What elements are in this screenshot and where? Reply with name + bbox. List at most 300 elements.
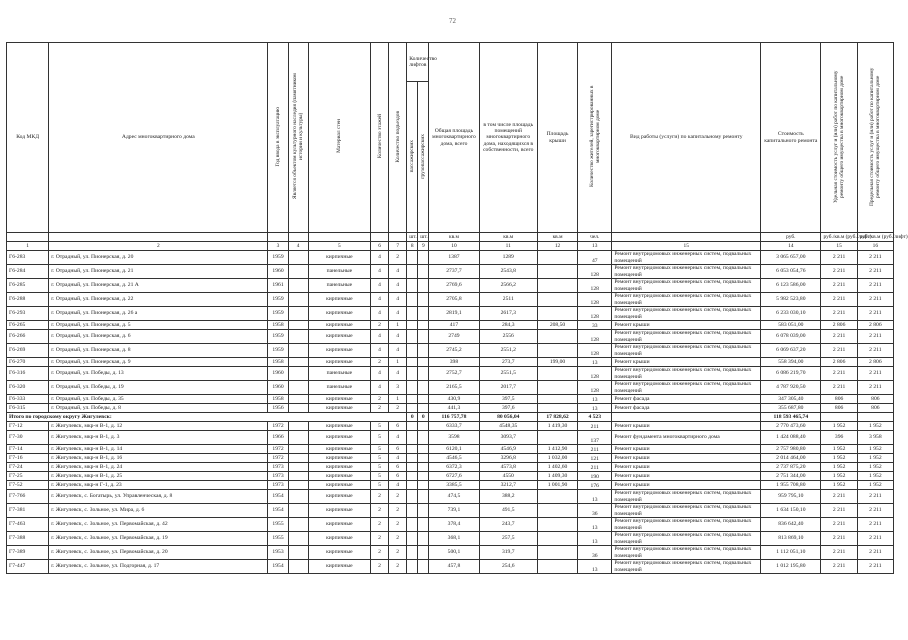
cell-address: г. Жигулевск, с. Зольное, ул. Первомайская, д. 20 [49, 546, 268, 560]
cell-cost: 6 086 219,70 [761, 367, 821, 381]
cell-lp [407, 445, 418, 454]
cell-people: 13 [578, 404, 612, 413]
cell-floors: 4 [371, 307, 389, 321]
cell-entr: 4 [389, 431, 407, 445]
index-cell: 8 [407, 242, 418, 251]
cell-lp [407, 395, 418, 404]
cell-people: 176 [578, 481, 612, 490]
cell-floors: 5 [371, 422, 389, 431]
cell-people: 13 [578, 358, 612, 367]
unit-cell: кв.м [429, 233, 479, 242]
cell-address: г. Жигулевск, мкр-н В-1, д. 16 [49, 454, 268, 463]
col-area-total: Общая площадь многоквартирного дома, всего [429, 43, 479, 233]
cell-max: 1 952 [857, 454, 893, 463]
cell-max: 2 211 [857, 307, 893, 321]
cell-roof: 1 032,00 [537, 454, 577, 463]
cell-walls: кирпичные [308, 454, 370, 463]
cell-year: 1955 [268, 532, 288, 546]
cell-entr: 1 [389, 395, 407, 404]
cell-heritage [288, 454, 308, 463]
cell-max: 3 958 [857, 431, 893, 445]
cell-max: 2 211 [857, 546, 893, 560]
table-row [7, 454, 894, 463]
cell-area: 2752,7 [429, 367, 479, 381]
cell-work: Ремонт крыши [612, 472, 761, 481]
cell-cost: 959 795,10 [761, 490, 821, 504]
cell-entr: 2 [389, 546, 407, 560]
cell-year: 1956 [268, 404, 288, 413]
col-area-residential: в том числе площадь помещений многоквартирного дома, находящихся в собственности, всего [479, 43, 537, 233]
cell-unit: 1 952 [821, 472, 857, 481]
cell-cost: 6 053 054,76 [761, 265, 821, 279]
cell-code: Г7-447 [7, 560, 49, 574]
cell-max: 806 [857, 395, 893, 404]
cell-heritage [288, 381, 308, 395]
cell-people: 137 [578, 431, 612, 445]
cell-cost: 1 012 195,80 [761, 560, 821, 574]
cell-floors: 4 [371, 344, 389, 358]
cell-people: 47 [578, 251, 612, 265]
cell-entr: 4 [389, 344, 407, 358]
index-cell: 3 [268, 242, 288, 251]
cell-year: 1954 [268, 504, 288, 518]
cell-people: 128 [578, 367, 612, 381]
cell-roof [537, 504, 577, 518]
cell-people: 128 [578, 381, 612, 395]
cell-address: г. Жигулевск, с. Богатырь, ул. Управленческая, д. 8 [49, 490, 268, 504]
index-cell: 6 [371, 242, 389, 251]
col-lifts-cargo: грузопассажирских [418, 82, 429, 233]
cell-people: 211 [578, 422, 612, 431]
cell-res-area: 4550 [479, 472, 537, 481]
cell-code: Г7-30 [7, 431, 49, 445]
index-cell: 11 [479, 242, 537, 251]
cell-address: г. Отрадный, ул. Пионерская, д. 21 А [49, 279, 268, 293]
cell-max: 2 211 [857, 490, 893, 504]
cell-res-area: 397,5 [479, 395, 537, 404]
col-entrances: Количество подъездов [389, 43, 407, 233]
cell-area: 398 [429, 358, 479, 367]
table-row [7, 463, 894, 472]
cell-floors: 2 [371, 532, 389, 546]
cell-area: 2769,6 [429, 279, 479, 293]
cell-work: Ремонт внутридомовых инженерных систем, подвальных помещений [612, 293, 761, 307]
cell-lc [418, 293, 429, 307]
cell-code: Г7-388 [7, 532, 49, 546]
cell-unit: 396 [821, 431, 857, 445]
cell-unit: 2 211 [821, 490, 857, 504]
cell-year: 1960 [268, 367, 288, 381]
cell-cost: 1 955 708,80 [761, 481, 821, 490]
cell-entr: 2 [389, 251, 407, 265]
cell-max: 2 211 [857, 265, 893, 279]
cell-res-area: 4548,35 [479, 422, 537, 431]
cell-work: Ремонт крыши [612, 445, 761, 454]
cell-walls: кирпичные [308, 490, 370, 504]
cell-people: 33 [578, 321, 612, 330]
cell-cost: 6 069 637,20 [761, 344, 821, 358]
cell-heritage [288, 481, 308, 490]
cell-area: 457,8 [429, 560, 479, 574]
cell-lp [407, 481, 418, 490]
cell-work: Ремонт крыши [612, 321, 761, 330]
cell-people: 36 [578, 504, 612, 518]
cell-roof: 1 409,30 [537, 472, 577, 481]
cell-res-area: 2543,8 [479, 265, 537, 279]
cell-work: Ремонт крыши [612, 358, 761, 367]
cell-floors: 4 [371, 251, 389, 265]
cell-lc [418, 381, 429, 395]
cell-heritage [288, 560, 308, 574]
cell-lp [407, 431, 418, 445]
cell-unit: 2 806 [821, 321, 857, 330]
cell-work: Ремонт внутридомовых инженерных систем, подвальных помещений [612, 367, 761, 381]
cell-code: Г6-284 [7, 265, 49, 279]
cell-lp [407, 546, 418, 560]
cell-year: 1958 [268, 395, 288, 404]
table-row [7, 358, 894, 367]
cell-area: 2165,5 [429, 381, 479, 395]
cell-res-area: 4546,9 [479, 445, 537, 454]
cell-walls: кирпичные [308, 422, 370, 431]
cell-work: Ремонт внутридомовых инженерных систем, подвальных помещений [612, 504, 761, 518]
cell-address: г. Отрадный, ул. Победы, д. 8 [49, 404, 268, 413]
cell-year: 1958 [268, 321, 288, 330]
cell-walls: кирпичные [308, 344, 370, 358]
unit-cell [7, 233, 49, 242]
cell-unit: 2 211 [821, 279, 857, 293]
cell-res-area: 2017,7 [479, 381, 537, 395]
index-cell: 4 [288, 242, 308, 251]
cell-unit: 806 [821, 395, 857, 404]
cell-code: Г6-288 [7, 293, 49, 307]
cell-code: Г6-266 [7, 330, 49, 344]
cell-cost: 1 634 150,10 [761, 504, 821, 518]
subtotal-max [857, 413, 893, 422]
cell-code: Г6-293 [7, 307, 49, 321]
cell-entr: 2 [389, 504, 407, 518]
cell-walls: кирпичные [308, 404, 370, 413]
cell-cost: 6 078 039,00 [761, 330, 821, 344]
cell-max: 2 211 [857, 560, 893, 574]
cell-roof [537, 367, 577, 381]
col-work-type: Вид работы (услуги) по капитальному ремонту [612, 43, 761, 233]
cell-unit: 806 [821, 404, 857, 413]
cell-floors: 4 [371, 265, 389, 279]
cell-floors: 5 [371, 445, 389, 454]
cell-code: Г6-283 [7, 251, 49, 265]
table-body [7, 251, 894, 574]
cell-year: 1954 [268, 490, 288, 504]
cell-max: 2 806 [857, 321, 893, 330]
cell-code: Г7-16 [7, 454, 49, 463]
cell-address: г. Отрадный, ул. Победы, д. 35 [49, 395, 268, 404]
cell-lp [407, 381, 418, 395]
cell-unit: 2 211 [821, 560, 857, 574]
cell-lp [407, 321, 418, 330]
cell-work: Ремонт крыши [612, 481, 761, 490]
cell-lc [418, 251, 429, 265]
cell-unit: 2 211 [821, 344, 857, 358]
cell-entr: 6 [389, 472, 407, 481]
cell-heritage [288, 490, 308, 504]
cell-year: 1955 [268, 518, 288, 532]
cell-lp [407, 358, 418, 367]
cell-address: г. Отрадный, ул. Победы, д. 19 [49, 381, 268, 395]
cell-res-area: 3212,7 [479, 481, 537, 490]
cell-people: 128 [578, 307, 612, 321]
cell-address: г. Жигулевск, мкр-н В-1, д. 24 [49, 463, 268, 472]
cell-work: Ремонт фасада [612, 395, 761, 404]
subtotal-row [7, 413, 894, 422]
cell-lc [418, 532, 429, 546]
cell-entr: 2 [389, 404, 407, 413]
cell-walls: кирпичные [308, 293, 370, 307]
cell-roof: 208,50 [537, 321, 577, 330]
cell-people: 13 [578, 532, 612, 546]
cell-heritage [288, 422, 308, 431]
cell-walls: кирпичные [308, 560, 370, 574]
cell-lp [407, 307, 418, 321]
cell-year: 1953 [268, 546, 288, 560]
cell-unit: 2 211 [821, 546, 857, 560]
cell-unit: 2 806 [821, 358, 857, 367]
table-row [7, 293, 894, 307]
cell-max: 2 211 [857, 381, 893, 395]
cell-lc [418, 431, 429, 445]
cell-roof [537, 293, 577, 307]
cell-area: 2819,1 [429, 307, 479, 321]
cell-max: 2 211 [857, 518, 893, 532]
cell-address: г. Отрадный, ул. Пионерская, д. 20 [49, 251, 268, 265]
cell-area: 2749 [429, 330, 479, 344]
cell-roof [537, 330, 577, 344]
cell-floors: 2 [371, 321, 389, 330]
cell-max: 2 211 [857, 367, 893, 381]
cell-heritage [288, 307, 308, 321]
cell-cost: 2 014 464,00 [761, 454, 821, 463]
cell-unit: 2 211 [821, 532, 857, 546]
cell-area: 2737,7 [429, 265, 479, 279]
cell-floors: 5 [371, 431, 389, 445]
index-cell: 15 [612, 242, 761, 251]
cell-code: Г6-270 [7, 358, 49, 367]
cell-address: г. Отрадный, ул. Пионерская, д. 8 [49, 344, 268, 358]
cell-cost: 4 787 920,50 [761, 381, 821, 395]
cell-res-area: 254,6 [479, 560, 537, 574]
cell-walls: кирпичные [308, 251, 370, 265]
unit-cell: руб. [761, 233, 821, 242]
cell-work: Ремонт внутридомовых инженерных систем, подвальных помещений [612, 251, 761, 265]
table-row [7, 321, 894, 330]
cell-lc [418, 344, 429, 358]
cell-cost: 813 869,10 [761, 532, 821, 546]
cell-unit: 1 952 [821, 422, 857, 431]
table-row [7, 532, 894, 546]
cell-walls: панельные [308, 367, 370, 381]
cell-year: 1959 [268, 293, 288, 307]
cell-walls: кирпичные [308, 532, 370, 546]
subtotal-roof: 17 828,62 [537, 413, 577, 422]
cell-max: 806 [857, 404, 893, 413]
cell-address: г. Жигулевск, мкр-н В-1, д. 14 [49, 445, 268, 454]
index-cell: 12 [537, 242, 577, 251]
table-row [7, 546, 894, 560]
cell-res-area: 2556 [479, 330, 537, 344]
cell-year: 1960 [268, 265, 288, 279]
cell-lp [407, 422, 418, 431]
cell-area: 417 [429, 321, 479, 330]
cell-entr: 4 [389, 279, 407, 293]
cell-lp [407, 330, 418, 344]
table-row [7, 490, 894, 504]
cell-res-area: 4573,8 [479, 463, 537, 472]
cell-entr: 6 [389, 422, 407, 431]
cell-floors: 5 [371, 472, 389, 481]
cell-work: Ремонт крыши [612, 454, 761, 463]
cell-cost: 2 757 980,80 [761, 445, 821, 454]
cell-cost: 3 065 657,00 [761, 251, 821, 265]
cell-res-area: 2511 [479, 293, 537, 307]
cell-address: г. Отрадный, ул. Пионерская, д. 21 [49, 265, 268, 279]
table-row [7, 330, 894, 344]
cell-walls: кирпичные [308, 321, 370, 330]
table-row [7, 472, 894, 481]
cell-floors: 4 [371, 293, 389, 307]
cell-lc [418, 367, 429, 381]
table-row [7, 504, 894, 518]
cell-work: Ремонт внутридомовых инженерных систем, подвальных помещений [612, 344, 761, 358]
cell-roof: 1 419,30 [537, 422, 577, 431]
subtotal-res-area: 80 056,04 [479, 413, 537, 422]
cell-entr: 3 [389, 381, 407, 395]
cell-entr: 4 [389, 293, 407, 307]
cell-address: г. Жигулевск, с. Зольное, ул. Подгорная, д. 17 [49, 560, 268, 574]
cell-lc [418, 560, 429, 574]
cell-walls: кирпичные [308, 481, 370, 490]
cell-unit: 1 952 [821, 454, 857, 463]
cell-unit: 2 211 [821, 504, 857, 518]
cell-people: 128 [578, 265, 612, 279]
cell-code: Г6-320 [7, 381, 49, 395]
cell-area: 6372,3 [429, 463, 479, 472]
cell-lp [407, 367, 418, 381]
cell-roof [537, 532, 577, 546]
cell-max: 1 952 [857, 472, 893, 481]
cell-people: 36 [578, 546, 612, 560]
cell-roof [537, 404, 577, 413]
cell-address: г. Отрадный, ул. Пионерская, д. 9 [49, 358, 268, 367]
cell-walls: кирпичные [308, 445, 370, 454]
cell-entr: 4 [389, 330, 407, 344]
cell-year: 1959 [268, 344, 288, 358]
table-row [7, 381, 894, 395]
cell-roof [537, 251, 577, 265]
cell-lc [418, 307, 429, 321]
cell-floors: 4 [371, 381, 389, 395]
cell-lp [407, 293, 418, 307]
unit-cell [612, 233, 761, 242]
cell-lc [418, 504, 429, 518]
cell-people: 13 [578, 560, 612, 574]
cell-walls: кирпичные [308, 472, 370, 481]
cell-entr: 1 [389, 321, 407, 330]
cell-cost: 558 394,00 [761, 358, 821, 367]
cell-work: Ремонт внутридомовых инженерных систем, подвальных помещений [612, 307, 761, 321]
cell-cost: 583 051,00 [761, 321, 821, 330]
cell-code: Г7-463 [7, 518, 49, 532]
subtotal-unit [821, 413, 857, 422]
unit-cell [268, 233, 288, 242]
cell-max: 1 952 [857, 422, 893, 431]
cell-heritage [288, 518, 308, 532]
cell-roof [537, 518, 577, 532]
cell-lc [418, 490, 429, 504]
cell-lc [418, 279, 429, 293]
cell-work: Ремонт крыши [612, 422, 761, 431]
cell-res-area: 1289 [479, 251, 537, 265]
index-cell: 7 [389, 242, 407, 251]
cell-people: 13 [578, 518, 612, 532]
cell-people: 128 [578, 344, 612, 358]
cell-lp [407, 454, 418, 463]
cell-lc [418, 395, 429, 404]
cell-heritage [288, 404, 308, 413]
cell-area: 6333,7 [429, 422, 479, 431]
cell-area: 368,1 [429, 532, 479, 546]
cell-address: г. Жигулевск, мкр-н Г-1, д. 23 [49, 481, 268, 490]
cell-code: Г7-766 [7, 490, 49, 504]
index-cell: 13 [578, 242, 612, 251]
cell-walls: кирпичные [308, 431, 370, 445]
cell-year: 1959 [268, 307, 288, 321]
cell-year: 1966 [268, 431, 288, 445]
unit-cell [288, 233, 308, 242]
cell-lc [418, 472, 429, 481]
cell-heritage [288, 445, 308, 454]
cell-floors: 2 [371, 395, 389, 404]
cell-address: г. Отрадный, ул. Победы, д. 13 [49, 367, 268, 381]
cell-work: Ремонт внутридомовых инженерных систем, подвальных помещений [612, 518, 761, 532]
cell-year: 1973 [268, 481, 288, 490]
cell-res-area: 2551,5 [479, 367, 537, 381]
cell-walls: кирпичные [308, 463, 370, 472]
cell-lc [418, 518, 429, 532]
cell-walls: кирпичные [308, 307, 370, 321]
cell-heritage [288, 504, 308, 518]
cell-entr: 2 [389, 518, 407, 532]
index-cell: 15 [821, 242, 857, 251]
cell-cost: 836 642,40 [761, 518, 821, 532]
subtotal-people: 4 523 [578, 413, 612, 422]
cell-lp [407, 472, 418, 481]
cell-lp [407, 463, 418, 472]
cell-heritage [288, 330, 308, 344]
cell-walls: кирпичные [308, 330, 370, 344]
index-cell: 5 [308, 242, 370, 251]
cell-lp [407, 344, 418, 358]
cell-floors: 4 [371, 279, 389, 293]
cell-walls: панельные [308, 381, 370, 395]
unit-cell: чел. [578, 233, 612, 242]
cell-people: 128 [578, 279, 612, 293]
cell-people: 121 [578, 454, 612, 463]
cell-address: г. Жигулевск, мкр-н В-1, д. 3 [49, 431, 268, 445]
cell-floors: 2 [371, 560, 389, 574]
cell-cost: 6 233 030,10 [761, 307, 821, 321]
cell-unit: 2 211 [821, 307, 857, 321]
cell-floors: 4 [371, 367, 389, 381]
